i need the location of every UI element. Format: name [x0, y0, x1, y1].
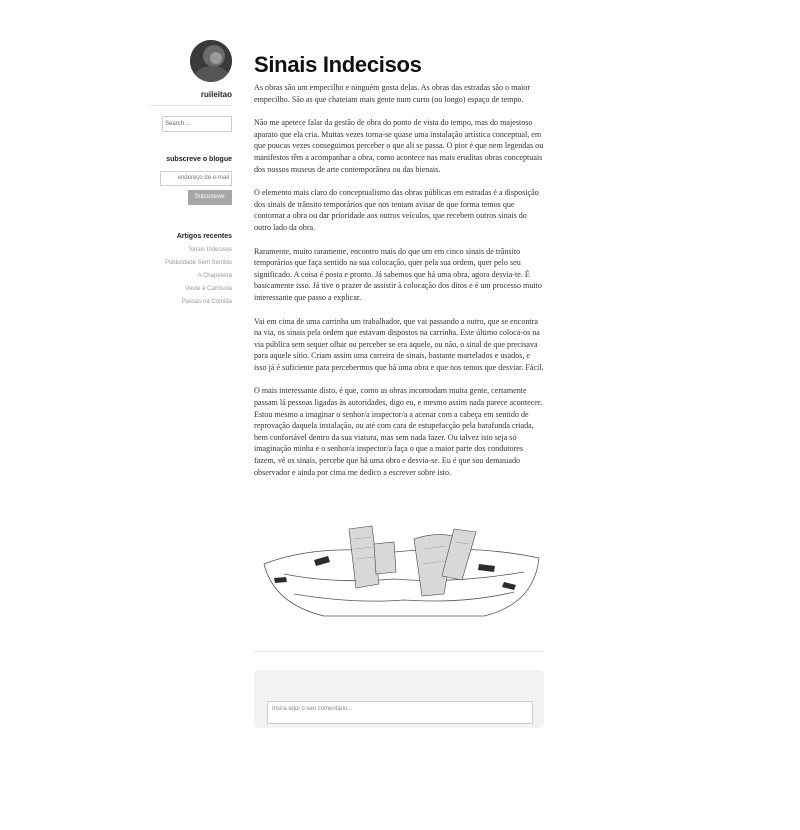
email-field[interactable]: endereço de e-mail — [160, 171, 232, 186]
sidebar — [150, 40, 232, 311]
author-name[interactable]: ruileitao — [150, 90, 232, 106]
comments-box — [254, 670, 544, 728]
post-main — [254, 52, 544, 728]
avatar-image — [190, 40, 232, 82]
post-paragraph: Raramente, muito raramente, encontro mais do que um em cinco sinais de trânsito temporários que faça sentido na sua colocação, quer pela sua ordem, quer pelo seu significado. A coisa é posta e pronto. Já sabemos que há uma obra, agora desvia-te. É basicamente isso. Já tive o prazer de assistir à colocação dos ditos e é um processo muito interessante que passo a explicar. — [254, 246, 542, 302]
post-paragraph: Não me apetece falar da gestão de obra do ponto de vista do tempo, mas do majestoso aparato que ela cria. Muitas vezes torna-se quase uma instalação artística conceptual, em que poucas vezes conseguimos perceber o que ali se passa. O pior é que nem legendas ou manifestos têm a acompanhar a obra, como acontece nas mais eruditas obras conceptuais dos nossos museus de arte contemporânea ou das bienais. — [254, 118, 544, 174]
post-paragraph: Vai em cima de uma carrinha um trabalhador, que vai passando a outro, que se encontra na via, os sinais pela ordem que estavam dispostos na carrinha. Este último coloca-os na via pública sem sequer olhar ou perceber se era aquele, ou não, o sinal de que precisava para aquele sítio. Criam assim uma carreira de sinais, bastante martelados e usados, e isso já é suficiente para percebermos que há uma obra e que nos temos que desviar. Fácil. — [254, 316, 544, 372]
post-paragraph: O mais interessante disto, é que, como as obras incomodam muita gente, certamente passam lá pessoas ligadas às autoridades, digo eu, e mesmo assim nada parece acontecer. Estou mesmo a imaginar o senhor/a inspector/a a acenar com a cabeça em sentido de reprovação daquela instalação, ou até com cara de estupefacção pela barafunda criada, bem confortável dentro da sua viatura, mas sem nada fazer. Ou talvez isto seja só imaginação minha e o senhor/a inspector/a faça o que a maior parte dos condutores fazem, vê os sinais, percebe que há uma obra e desvia-se. Eu é que sou demasiado observador e ainda por cima me dedico a escrever sobre isto. — [254, 386, 543, 477]
comment-input[interactable]: Insira aqui o seu comentário... — [267, 701, 533, 724]
search-input[interactable]: Search ... — [162, 116, 232, 132]
recent-post-link[interactable]: A Chapeleira — [197, 273, 232, 279]
post-title[interactable]: Sinais Indecisos — [254, 52, 422, 77]
recent-posts-list — [150, 246, 232, 306]
post-divider — [254, 651, 544, 652]
recent-post-link[interactable]: Veste a Camisola — [185, 286, 232, 292]
subscribe-button[interactable]: Subscrever — [188, 190, 232, 205]
post-content — [254, 82, 544, 478]
subscribe-heading: subscreve o blogue — [166, 156, 232, 163]
post-paragraph: O elemento mais claro do conceptualismo das obras públicas em estradas é a disposição dos sinais de trânsito temporários que nos tentam avisar de que forma temos que contornar a obra ou dar prioridade aos outros veículos, que recebem outros sinais do outro lado da obra. — [254, 188, 539, 232]
recent-post-link[interactable]: Passas na Comida — [181, 299, 232, 305]
post-paragraph: As obras são um empecilho e ninguém gosta delas. As obras das estradas são o maior empecilho. São as que chateiam mais gente num curto (ou longo) espaço de tempo. — [254, 83, 531, 104]
recent-posts-heading: Artigos recentes — [176, 233, 232, 240]
author-avatar[interactable] — [190, 40, 232, 82]
post-illustration — [254, 524, 544, 624]
recent-post-link[interactable]: Sinais Indecisos — [188, 247, 232, 253]
recent-post-link[interactable]: Publicidade Sem Sentido — [164, 260, 232, 266]
